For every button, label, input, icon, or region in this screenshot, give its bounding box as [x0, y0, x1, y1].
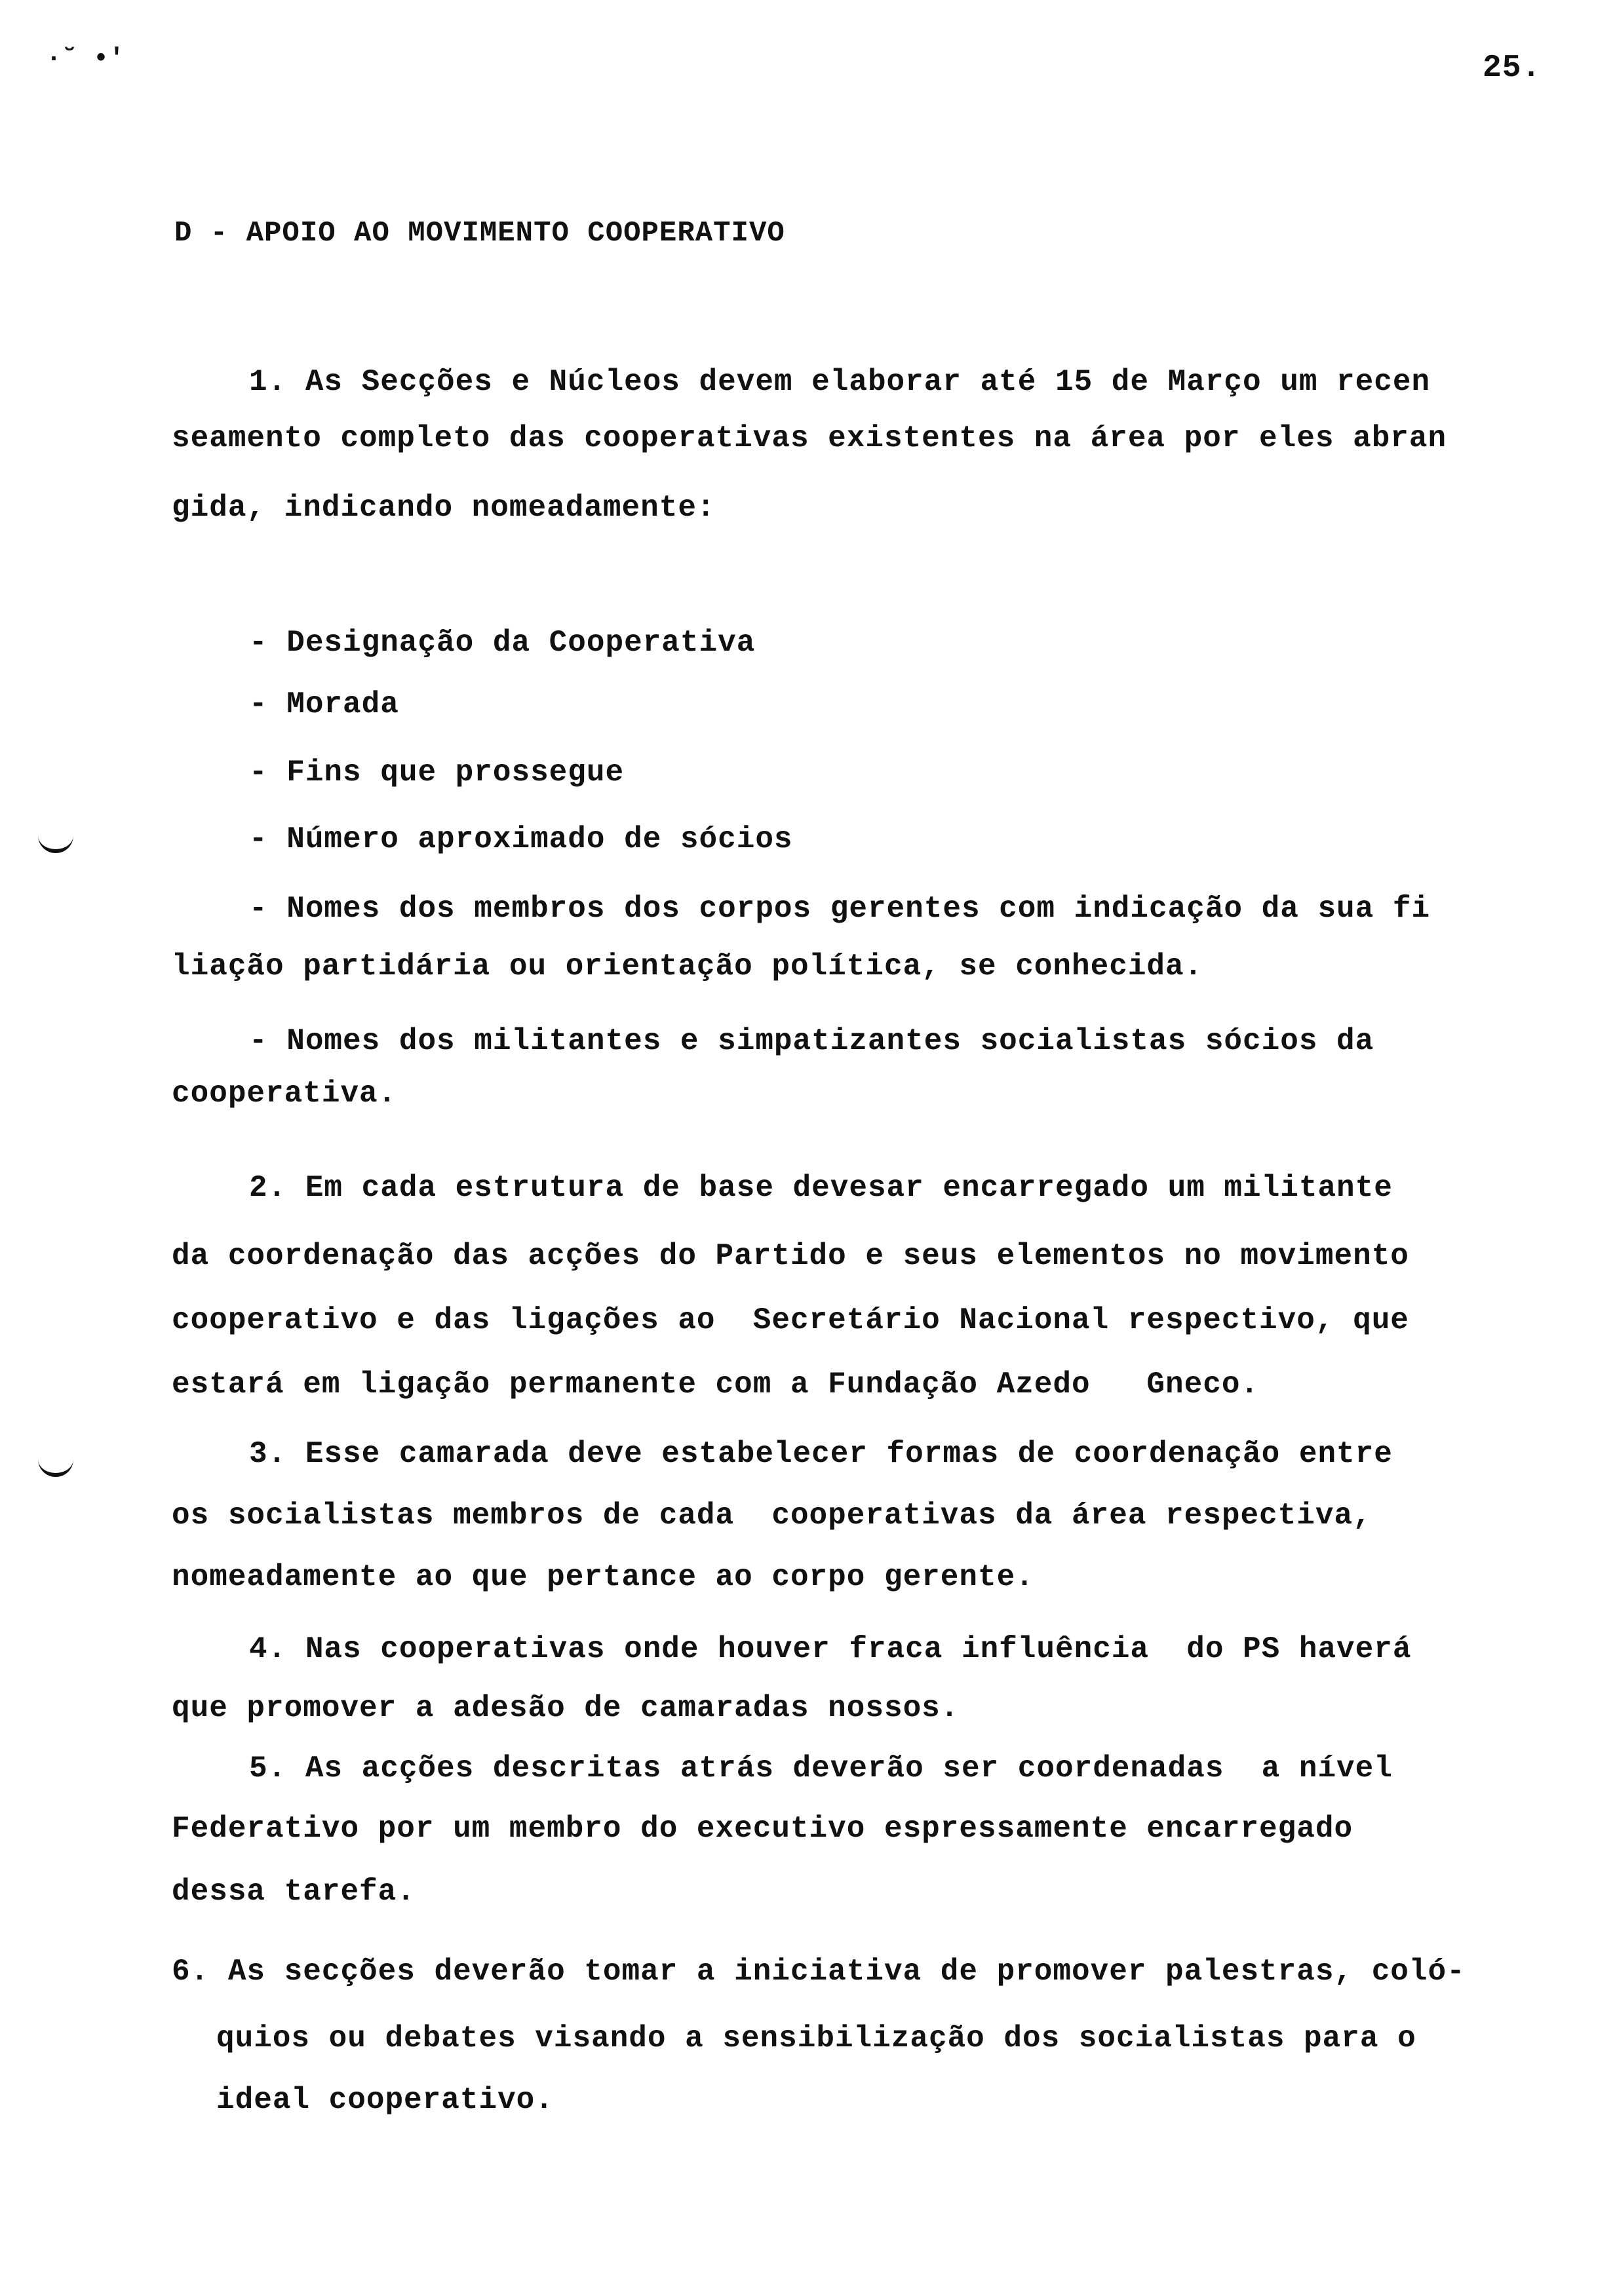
- binder-hole-mark: [38, 1451, 73, 1477]
- paragraph-line: 5. As acções descritas atrás deverão ser coordenadas a nível: [249, 1751, 1393, 1786]
- list-item: - Nomes dos militantes e simpatizantes socialistas sócios da: [249, 1024, 1374, 1058]
- list-item: - Designação da Cooperativa: [249, 626, 756, 660]
- section-heading: D - APOIO AO MOVIMENTO COOPERATIVO: [174, 217, 785, 250]
- paragraph-line: 1. As Secções e Núcleos devem elaborar até 15 de Março um recen: [249, 365, 1431, 399]
- list-item: - Número aproximado de sócios: [249, 822, 793, 856]
- paragraph-line: dessa tarefa.: [172, 1875, 416, 1909]
- paragraph-line: que promover a adesão de camaradas nossos.: [172, 1691, 960, 1725]
- paragraph-line: ideal cooperativo.: [216, 2083, 554, 2117]
- page-number: 25.: [1483, 50, 1542, 86]
- list-item: - Morada: [249, 687, 399, 721]
- paragraph-line: seamento completo das cooperativas existentes na área por eles abran: [172, 421, 1447, 455]
- paragraph-line: 4. Nas cooperativas onde houver fraca influência do PS haverá: [249, 1632, 1412, 1666]
- paragraph-line: cooperativa.: [172, 1077, 397, 1111]
- paragraph-line: 6. As secções deverão tomar a iniciativa de promover palestras, coló-: [172, 1955, 1466, 1989]
- paragraph-line: quios ou debates visando a sensibilização dos socialistas para o: [216, 2021, 1416, 2056]
- binder-hole-mark: [38, 827, 73, 853]
- paragraph-line: 2. Em cada estrutura de base devesar encarregado um militante: [249, 1171, 1393, 1205]
- list-item: - Nomes dos membros dos corpos gerentes com indicação da sua fi: [249, 892, 1431, 926]
- scan-speck-marks: ·˘ •': [46, 45, 125, 74]
- list-item: - Fins que prossegue: [249, 756, 625, 790]
- paragraph-line: da coordenação das acções do Partido e seus elementos no movimento: [172, 1239, 1409, 1273]
- paragraph-line: liação partidária ou orientação política, se conhecida.: [172, 949, 1203, 984]
- paragraph-line: Federativo por um membro do executivo espressamente encarregado: [172, 1812, 1353, 1846]
- paragraph-line: nomeadamente ao que pertance ao corpo gerente.: [172, 1560, 1034, 1594]
- paragraph-line: estará em ligação permanente com a Fundação Azedo Gneco.: [172, 1368, 1260, 1402]
- paragraph-line: os socialistas membros de cada cooperativas da área respectiva,: [172, 1499, 1372, 1533]
- paragraph-line: cooperativo e das ligações ao Secretário Nacional respectivo, que: [172, 1303, 1409, 1337]
- paragraph-line: 3. Esse camarada deve estabelecer formas de coordenação entre: [249, 1437, 1393, 1471]
- paragraph-line: gida, indicando nomeadamente:: [172, 491, 716, 525]
